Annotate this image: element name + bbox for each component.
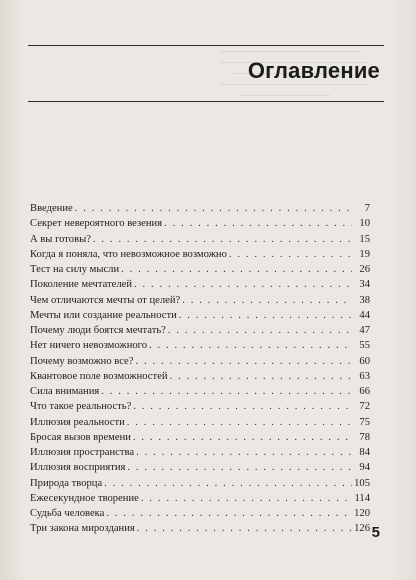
toc-dot-leader: [133, 430, 352, 445]
page-number: 5: [371, 524, 380, 541]
toc-entry-title: Почему люди боятся мечтать?: [30, 325, 166, 336]
toc-dot-leader: [136, 445, 352, 460]
toc-entry-page: 47: [359, 325, 370, 336]
title-underline: [28, 101, 384, 102]
toc-entry-page: 44: [359, 309, 370, 321]
toc-entry-page: 15: [359, 233, 370, 245]
toc-entry: [30, 369, 370, 384]
toc-entry-title: А вы готовы?: [30, 233, 91, 245]
toc-entry-page: 114: [354, 492, 370, 504]
page-title: Оглавление: [247, 58, 380, 83]
toc-dot-leader: [93, 232, 352, 247]
toc-entry-title: Иллюзия пространства: [30, 447, 135, 458]
toc-entry: [30, 293, 370, 308]
toc-entry-page: 63: [359, 370, 370, 382]
toc-entry: [30, 445, 370, 460]
toc-entry: [30, 338, 370, 353]
toc-dot-leader: [75, 201, 352, 216]
toc-entry: [30, 476, 370, 491]
toc-dot-leader: [106, 506, 352, 521]
toc-entry: [30, 506, 370, 521]
toc-entry: [30, 323, 370, 338]
toc-dot-leader: [133, 399, 352, 414]
toc-dot-leader: [104, 476, 352, 491]
toc-entry-page: 55: [359, 340, 370, 352]
toc-entry-page: 78: [359, 431, 370, 443]
toc-entry-page: 38: [359, 294, 370, 306]
toc-entry: [30, 216, 370, 231]
toc-entry-title: Иллюзия реальности: [30, 416, 125, 428]
toc-entry-title: Секрет невероятного везения: [30, 218, 163, 230]
toc-entry-title: Мечты или создание реальности: [30, 309, 177, 321]
toc-entry: [30, 262, 370, 277]
toc-entry-page: 126: [354, 523, 370, 535]
toc-dot-leader: [170, 369, 352, 384]
toc-entry-title: Нет ничего невозможного: [30, 340, 148, 352]
toc-entry-title: Почему возможно все?: [30, 355, 134, 367]
toc-entry-page: 94: [359, 462, 370, 474]
toc-entry-page: 75: [359, 416, 370, 428]
toc-entry-title: Поколение мечтателей: [30, 279, 133, 291]
toc-entry: [30, 247, 370, 262]
toc-dot-leader: [135, 354, 352, 369]
toc-entry: [30, 399, 370, 414]
toc-dot-leader: [137, 521, 352, 536]
toc-entry-page: 26: [359, 264, 370, 275]
toc-dot-leader: [127, 415, 352, 430]
toc-entry-title: Природа творца: [30, 477, 103, 489]
toc-entry-title: Судьба человека: [30, 508, 105, 519]
toc-entry: [30, 354, 370, 369]
toc-dot-leader: [141, 491, 352, 506]
toc-entry: [30, 415, 370, 430]
toc-entry-title: Бросая вызов времени: [30, 431, 131, 443]
toc-entry-page: 66: [359, 386, 370, 397]
toc-entry-title: Квантовое поле возможностей: [30, 370, 168, 382]
toc-dot-leader: [182, 293, 352, 308]
toc-entry-title: Сила внимания: [30, 386, 100, 397]
toc-entry: [30, 308, 370, 323]
toc-entry: [30, 521, 370, 536]
toc-entry-title: Чем отличаются мечты от целей?: [30, 294, 181, 306]
top-rule: [28, 45, 384, 46]
toc-entry-page: 7: [364, 203, 370, 214]
toc-entry-page: 120: [354, 508, 370, 519]
toc-entry: [30, 384, 370, 399]
toc-entry-title: Три закона мироздания: [30, 523, 135, 535]
toc-dot-leader: [134, 277, 352, 292]
toc-entry-page: 105: [354, 477, 370, 489]
toc-entry: [30, 491, 370, 506]
toc-entry-title: Иллюзия восприятия: [30, 462, 126, 474]
toc-entry-page: 60: [359, 355, 370, 367]
toc-entry-title: Когда я поняла, что невозможное возможно: [30, 248, 227, 260]
toc-entry-title: Введение: [30, 203, 73, 214]
toc-entry-page: 72: [359, 401, 370, 413]
toc-entry: [30, 430, 370, 445]
toc-entry-page: 84: [359, 447, 370, 458]
toc-dot-leader: [229, 247, 352, 262]
toc-entry-title: Что такое реальность?: [30, 401, 132, 413]
toc-dot-leader: [127, 460, 352, 475]
toc-entry: [30, 201, 370, 216]
toc-entry-page: 34: [359, 279, 370, 291]
table-of-contents: [30, 201, 370, 537]
toc-entry: [30, 460, 370, 475]
toc-dot-leader: [101, 384, 352, 399]
toc-entry-page: 10: [359, 218, 370, 230]
toc-dot-leader: [179, 308, 352, 323]
toc-entry-page: 19: [359, 248, 370, 260]
toc-entry: [30, 277, 370, 292]
toc-entry-title: Ежесекундное творение: [30, 492, 139, 504]
toc-dot-leader: [149, 338, 352, 353]
toc-dot-leader: [168, 323, 352, 338]
toc-entry: [30, 232, 370, 247]
toc-dot-leader: [121, 262, 352, 277]
toc-entry-title: Тест на силу мысли: [30, 264, 120, 275]
toc-dot-leader: [164, 216, 352, 231]
